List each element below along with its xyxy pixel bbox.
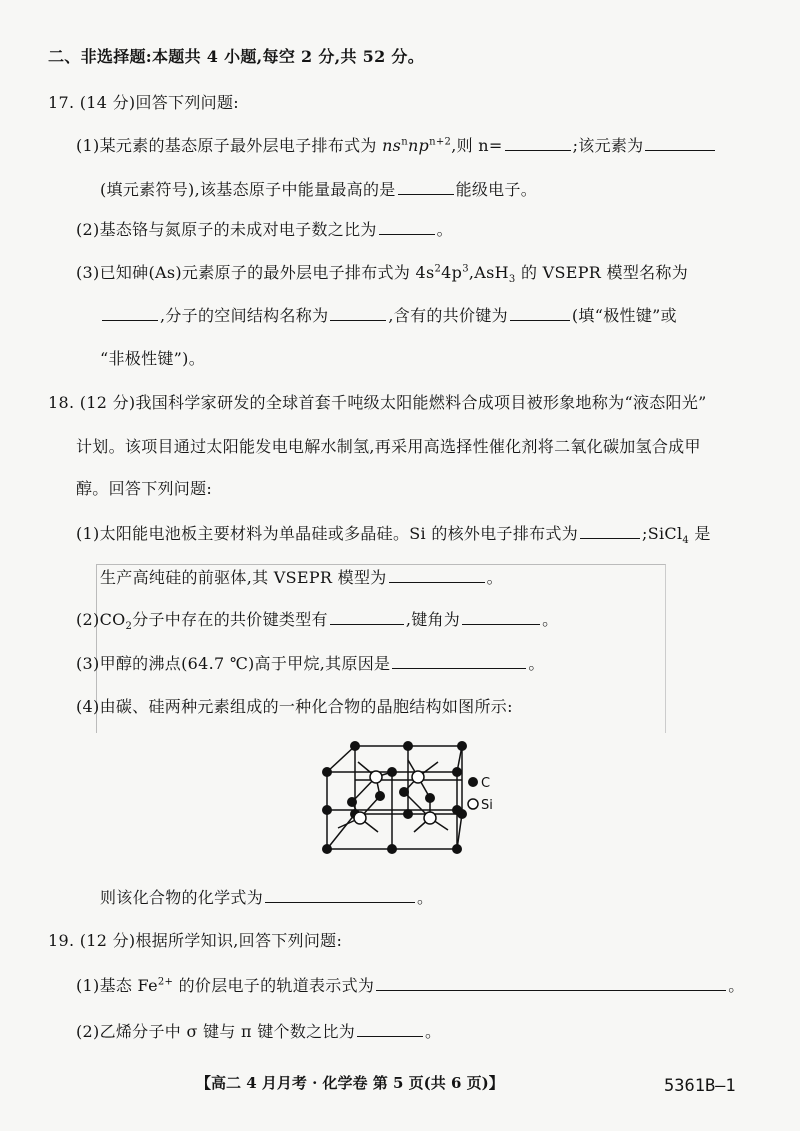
q18-intro-line3: 醇。回答下列问题: [76,479,213,498]
formula-sup: n [401,136,408,148]
q19-part1 [76,974,745,997]
answer-blank[interactable] [357,1020,423,1037]
crystal-cell-figure [318,740,518,856]
answer-blank[interactable] [379,218,435,235]
answer-blank[interactable] [645,134,715,151]
answer-blank[interactable] [330,304,386,321]
formula-sup: n+2 [429,136,452,148]
q18-part4-question [100,886,433,909]
q18-p2-text: ,键角为 [405,610,461,629]
q18-part4: (4)由碳、硅两种元素组成的一种化合物的晶胞结构如图所示: [76,697,513,716]
q18-p1-text: (1)太阳能电池板主要材料为单晶硅或多晶硅。Si 的核外电子排布式为 [76,524,579,543]
q18-p4-text: 。 [417,888,434,907]
answer-blank[interactable] [580,522,640,539]
q19-p1-text: 。 [728,976,745,995]
q18-p1-text: ;SiCl [642,524,683,543]
answer-blank[interactable] [265,886,415,903]
q17-p3-text: ,含有的共价键为 [388,306,508,325]
q18-p1-text: 是 [689,524,711,543]
q19-p2-text: 。 [425,1022,442,1041]
formula-sub: 2 [125,621,133,633]
exam-code: 5361B—1 [664,1076,736,1096]
q18-p3-text: (3)甲醇的沸点(64.7 ℃)高于甲烷,其原因是 [76,654,391,673]
q17-heading: 17. (14 分)回答下列问题: [48,93,239,112]
q17-part1-line1 [76,134,717,157]
q17-part2 [76,218,453,241]
answer-blank[interactable] [330,608,404,625]
q18-p1-text: 。 [486,568,503,587]
q17-p1-text: ,则 n= [451,136,503,155]
q18-part1-line1 [76,522,711,545]
section-title: 二、非选择题:本题共 4 小题,每空 2 分,共 52 分。 [48,47,425,66]
q17-part3-line3: “非极性键”)。 [100,349,206,368]
q18-intro-line2: 计划。该项目通过太阳能发电电解水制氢,再采用高选择性催化剂将二氧化碳加氢合成甲 [76,437,701,456]
formula-sub: 3 [508,274,516,286]
formula-sup: 2 [434,263,442,275]
q17-p1-text: 能级电子。 [455,180,538,199]
answer-blank[interactable] [510,304,570,321]
answer-blank[interactable] [389,566,485,583]
q17-p2-text: (2)基态铬与氮原子的未成对电子数之比为 [76,220,377,239]
page-footer: 【高二 4 月月考 · 化学卷 第 5 页(共 6 页)】 [196,1074,504,1092]
legend-si-label: Si [481,798,493,813]
q17-part3-line2 [100,304,677,327]
q18-part1-line2 [100,566,503,589]
q18-p3-text: 。 [528,654,545,673]
q18-p2-text: 分子中存在的共价键类型有 [132,610,328,629]
formula-sub: 4 [682,535,690,547]
formula-sup: 3 [462,263,469,275]
q17-part1-line2 [100,178,537,201]
q17-p3-text: (填“极性键”或 [571,306,677,325]
q17-p1-text: (1)某元素的基态原子最外层电子排布式为 [76,136,383,155]
q17-p3-text: ,AsH [468,263,509,282]
q18-p1-text: 生产高纯硅的前驱体,其 VSEPR 模型为 [100,568,387,587]
formula-sup: 2+ [157,976,174,988]
q18-heading: 18. (12 分)我国科学家研发的全球首套千吨级太阳能燃料合成项目被形象地称为“液态阳光” [48,393,707,412]
q18-p4-text: 则该化合物的化学式为 [100,888,264,907]
formula-np: np [407,136,430,155]
answer-blank[interactable] [505,134,571,151]
q19-p1-text: 的价层电子的轨道表示式为 [173,976,375,995]
q19-heading: 19. (12 分)根据所学知识,回答下列问题: [48,931,343,950]
q17-p3-text: 4p [441,263,463,282]
q17-p1-text: (填元素符号),该基态原子中能量最高的是 [100,180,396,199]
answer-blank[interactable] [376,974,726,991]
answer-blank[interactable] [462,608,540,625]
q19-p2-text: (2)乙烯分子中 σ 键与 π 键个数之比为 [76,1022,356,1041]
q18-p2-text: (2)CO [76,610,126,629]
q17-p3-text: ,分子的空间结构名称为 [160,306,329,325]
q18-p2-text: 。 [542,610,559,629]
answer-blank[interactable] [392,652,526,669]
q17-p2-text: 。 [436,220,453,239]
answer-blank[interactable] [102,304,158,321]
q17-p1-text: ;该元素为 [572,136,644,155]
q17-p3-text: 的 VSEPR 模型名称为 [515,263,689,282]
q19-part2 [76,1020,441,1043]
q17-part3-line1 [76,262,688,284]
q17-p3-text: (3)已知砷(As)元素原子的最外层电子排布式为 4s [76,263,435,282]
q19-p1-text: (1)基态 Fe [76,976,158,995]
answer-blank[interactable] [398,178,454,195]
q18-part3 [76,652,545,675]
formula-ns: ns [382,136,402,155]
legend-c-label: C [481,776,491,791]
q18-part2 [76,608,558,631]
